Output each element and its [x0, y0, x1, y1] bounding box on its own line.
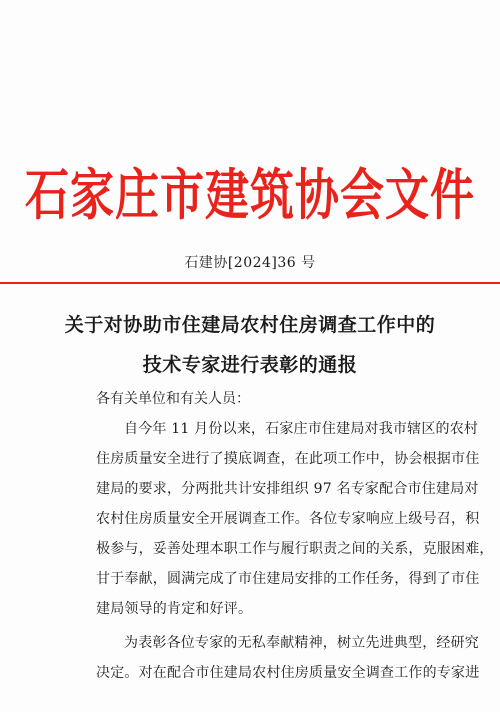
document-number: 石建协[2024]36 号 [184, 255, 316, 271]
body-line: 极参与，妥善处理本职工作与履行职责之间的关系，克服困难， [96, 541, 494, 557]
body-line: 为表彰各位专家的无私奉献精神，树立先进典型，经研究 [124, 635, 479, 651]
red-divider-line [0, 282, 500, 284]
body-line: 建局领导的肯定和好评。 [96, 601, 253, 617]
notice-title-line-1: 关于对协助市住建局农村住房调查工作中的 [64, 314, 436, 336]
salutation: 各有关单位和有关人员： [96, 391, 250, 407]
body-line: 住房质量安全进行了摸底调查，在此项工作中，协会根据市住 [96, 451, 480, 467]
body-line: 农村住房质量安全开展调查工作。各位专家响应上级号召，积 [96, 511, 480, 527]
body-line: 自今年 11 月份以来，石家庄市住建局对我市辖区的农村 [124, 421, 479, 437]
issuer-header-title: 石家庄市建筑协会文件 [25, 163, 475, 228]
body-line: 决定。对在配合市住建局农村住房质量安全调查工作的专家进 [96, 665, 480, 681]
body-line: 建局的要求，分两批共计安排组织 97 名专家配合市住建局对 [96, 481, 479, 497]
notice-title-line-2: 技术专家进行表彰的通报 [142, 354, 358, 376]
body-line: 甘于奉献，圆满完成了市住建局安排的工作任务，得到了市住 [96, 571, 480, 587]
